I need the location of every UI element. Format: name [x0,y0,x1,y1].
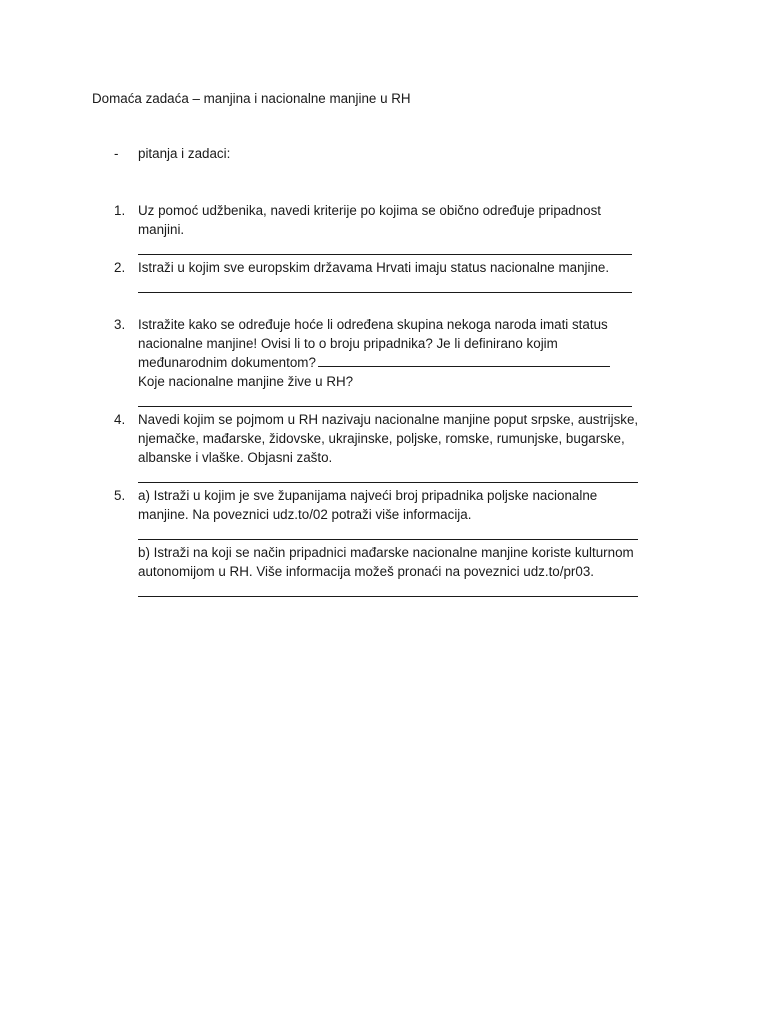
question-text-line: manjine. Na poveznici udz.to/02 potraži više informacija. [138,507,472,522]
question-text-line: Uz pomoć udžbenika, navedi kriterije po kojima se obično određuje pripadnost [138,203,601,218]
answer-line [138,581,672,600]
question-4 [92,410,672,486]
question-1 [92,201,672,258]
question-text-line: manjini. [138,222,185,237]
intro-text: pitanja i zadaci: [138,146,231,161]
spacer [92,296,672,315]
question-text-line: autonomijom u RH. Više informacija možeš pronaći na poveznici udz.to/pr03. [138,564,595,579]
question-text-line: Istraži u kojim sve europskim državama Hrvati imaju status nacionalne manjine. [138,260,610,275]
question-number: 2. [114,260,126,275]
question-text-line: b) Istraži na koji se način pripadnici mađarske nacionalne manjine koriste kulturnom [138,545,634,560]
answer-line [138,524,672,543]
question-5 [92,486,672,600]
answer-line-inline [318,354,610,367]
answer-line [138,467,672,486]
question-number: 5. [114,488,126,503]
question-number: 3. [114,317,126,332]
question-text: međunarodnim dokumentom? [138,355,316,370]
question-list [92,201,672,600]
answer-line [138,391,672,410]
question-text-line-with-blank [138,353,672,372]
question-text-line: Navedi kojim se pojmom u RH nazivaju nacionalne manjine poput srpske, austrijske, [138,412,639,427]
question-number: 1. [114,203,126,218]
answer-line [138,277,672,296]
intro-dash: - [114,146,119,161]
question-text-line: albanske i vlaške. Objasni zašto. [138,450,333,465]
question-text-line: Koje nacionalne manjine žive u RH? [138,374,354,389]
question-number: 4. [114,412,126,427]
question-3 [92,315,672,410]
question-text-line: Istražite kako se određuje hoće li određena skupina nekoga naroda imati status [138,317,608,332]
question-text-line: a) Istraži u kojim je sve županijama najveći broj pripadnika poljske nacionalne [138,488,598,503]
question-2 [92,258,672,296]
question-text-line: nacionalne manjine! Ovisi li to o broju pripadnika? Je li definirano kojim [138,336,558,351]
answer-line [138,239,672,258]
document-title: Domaća zadaća – manjina i nacionalne manjine u RH [92,91,411,106]
question-text-line: njemačke, mađarske, židovske, ukrajinske, poljske, romske, rumunjske, bugarske, [138,431,625,446]
